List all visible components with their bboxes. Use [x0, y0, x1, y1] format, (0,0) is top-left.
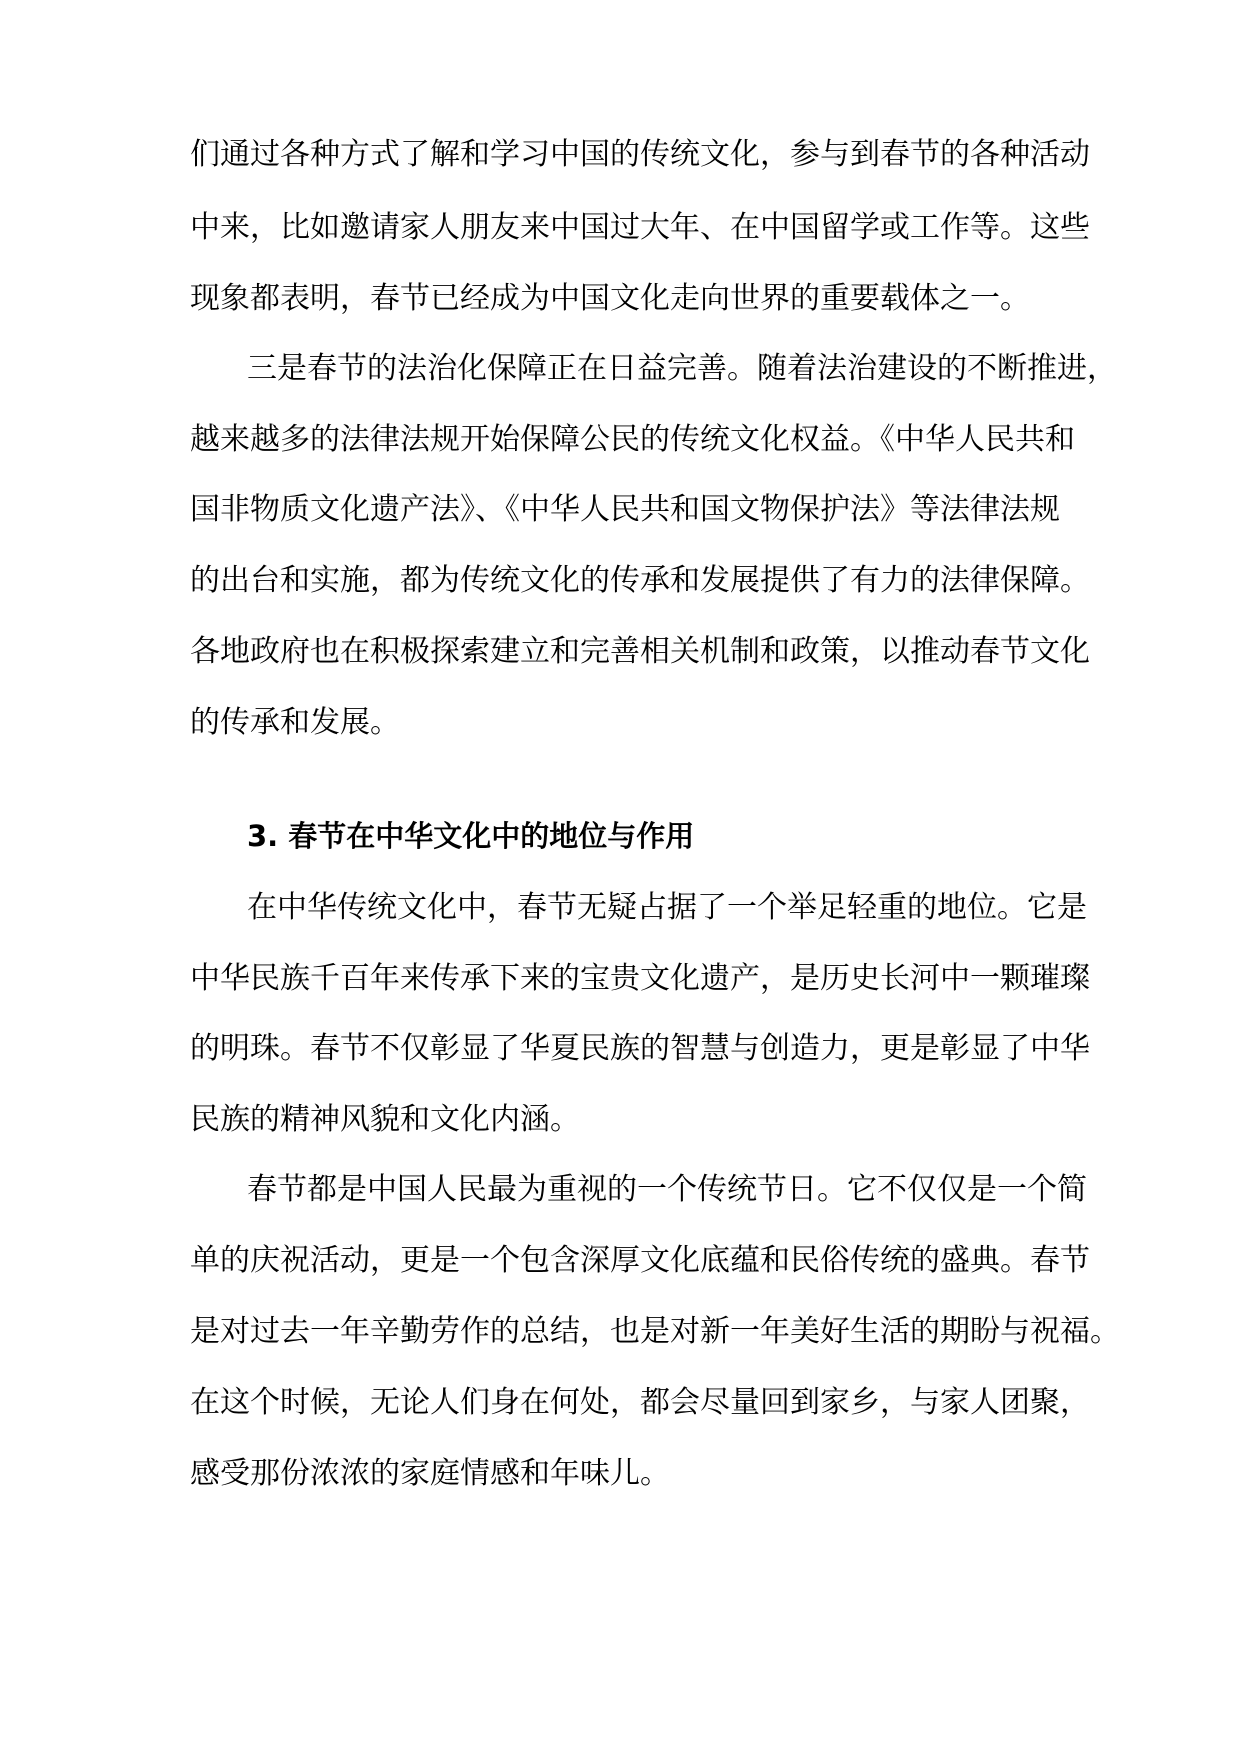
section-heading: 3. 春节在中华文化中的地位与作用: [247, 819, 695, 853]
text-line: 们通过各种方式了解和学习中国的传统文化，参与到春节的各种活动: [190, 137, 1090, 172]
text-line: 中来，比如邀请家人朋友来中国过大年、在中国留学或工作等。这些: [190, 210, 1090, 245]
text-line: 在中华传统文化中，春节无疑占据了一个举足轻重的地位。它是: [247, 890, 1087, 925]
text-line: 越来越多的法律法规开始保障公民的传统文化权益。《中华人民共和: [190, 422, 1075, 457]
text-line: 在这个时候，无论人们身在何处，都会尽量回到家乡，与家人团聚，: [190, 1385, 1090, 1420]
text-line: 感受那份浓浓的家庭情感和年味儿。: [190, 1456, 670, 1491]
text-line: 国非物质文化遗产法》、《中华人民共和国文物保护法》等法律法规: [190, 492, 1060, 527]
text-line: 的明珠。春节不仅彰显了华夏民族的智慧与创造力，更是彰显了中华: [190, 1031, 1090, 1066]
text-line: 是对过去一年辛勤劳作的总结，也是对新一年美好生活的期盼与祝福。: [190, 1314, 1120, 1349]
text-line: 的传承和发展。: [190, 705, 400, 740]
text-line: 民族的精神风貌和文化内涵。: [190, 1102, 580, 1137]
text-line: 中华民族千百年来传承下来的宝贵文化遗产，是历史长河中一颗璀璨: [190, 961, 1090, 996]
text-line: 现象都表明，春节已经成为中国文化走向世界的重要载体之一。: [190, 281, 1030, 316]
text-line: 三是春节的法治化保障正在日益完善。随着法治建设的不断推进，: [247, 351, 1117, 386]
text-line: 春节都是中国人民最为重视的一个传统节日。它不仅仅是一个简: [247, 1172, 1087, 1207]
text-line: 各地政府也在积极探索建立和完善相关机制和政策，以推动春节文化: [190, 634, 1090, 669]
text-line: 的出台和实施，都为传统文化的传承和发展提供了有力的法律保障。: [190, 563, 1090, 598]
text-line: 单的庆祝活动，更是一个包含深厚文化底蕴和民俗传统的盛典。春节: [190, 1243, 1090, 1278]
